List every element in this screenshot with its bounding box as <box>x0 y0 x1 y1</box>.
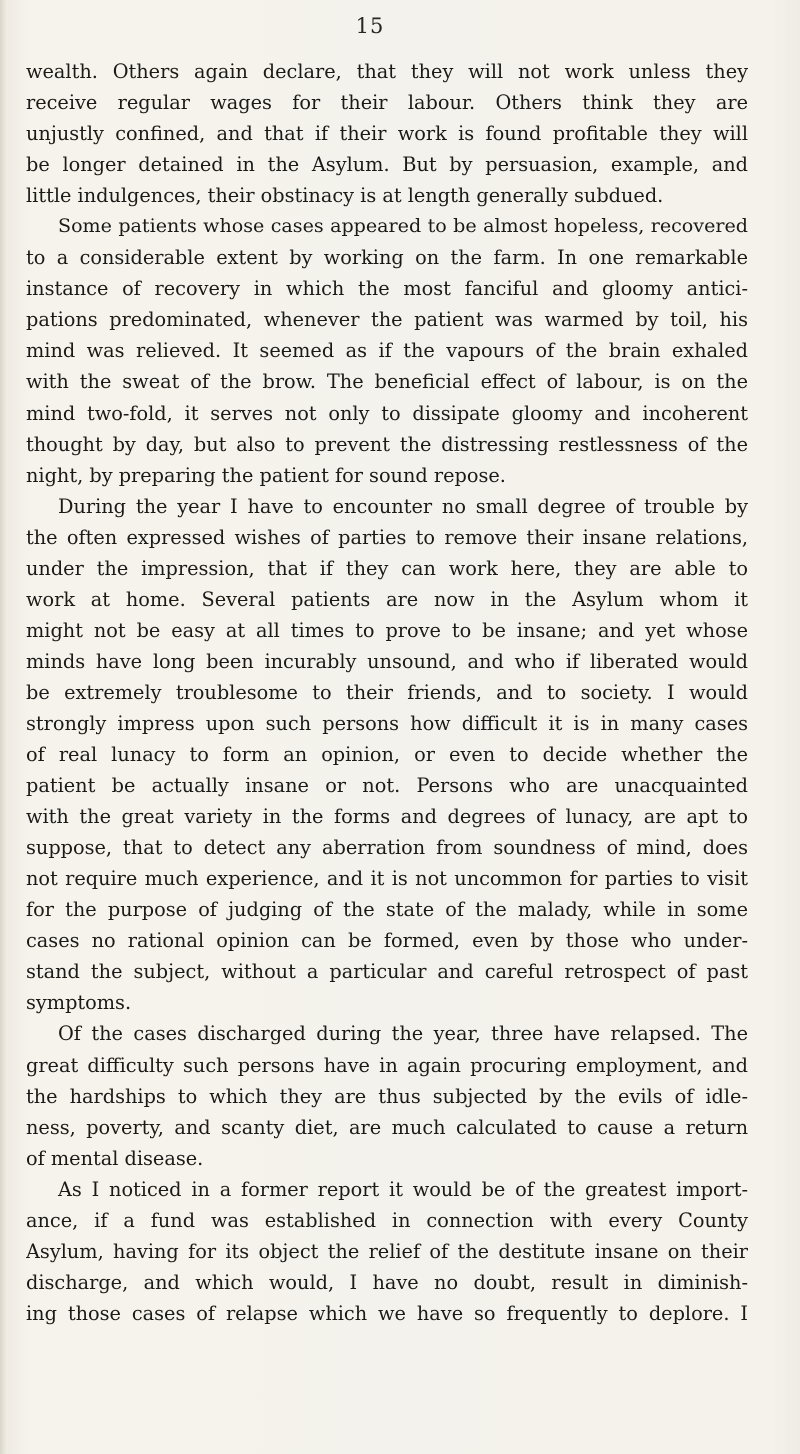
text-line: mind two-fold, it serves not only to dissipate gloomy and incoherent <box>26 401 748 425</box>
text-line: minds have long been incurably unsound, and who if liberated would <box>26 649 748 673</box>
text-line: cases no rational opinion can be formed, even by those who under- <box>26 929 748 953</box>
text-line: be longer detained in the Asylum. But by persuasion, example, and <box>26 153 748 177</box>
text-line: ing those cases of relapse which we have so frequently to deplore. I <box>26 1301 748 1325</box>
text-line: wealth. Others again declare, that they will not work unless they <box>26 60 748 83</box>
text-line: instance of recovery in which the most fanciful and gloomy antici- <box>26 277 748 301</box>
text-line: with the sweat of the brow. The beneficial effect of labour, is on the <box>26 370 748 394</box>
text-line: pations predominated, whenever the patient was warmed by toil, his <box>26 308 748 332</box>
text-line: for the purpose of judging of the state of the malady, while in some <box>26 898 748 922</box>
text-line: to a considerable extent by working on the farm. In one remarkable <box>26 246 748 270</box>
text-line: work at home. Several patients are now in the Asylum whom it <box>26 587 748 611</box>
text-line: of real lunacy to form an opinion, or even to decide whether the <box>26 743 748 767</box>
text-line: suppose, that to detect any aberration from soundness of mind, does <box>26 836 748 860</box>
text-line: little indulgences, their obstinacy is at length generally subdued. <box>26 184 664 208</box>
text-line: symptoms. <box>26 991 132 1015</box>
text-line: Some patients whose cases appeared to be almost hopeless, recovered <box>58 215 748 238</box>
text-line: Of the cases discharged during the year, three have relapsed. The <box>58 1022 748 1046</box>
text-line: strongly impress upon such persons how difficult it is in many cases <box>26 711 748 735</box>
text-line: unjustly confined, and that if their work is found profitable they will <box>26 122 748 146</box>
text-line: mind was relieved. It seemed as if the vapours of the brain exhaled <box>26 339 748 363</box>
text-line: be extremely troublesome to their friends, and to society. I would <box>26 680 748 704</box>
text-line: patient be actually insane or not. Persons who are unacquainted <box>26 774 748 798</box>
text-line: As I noticed in a former report it would be of the greatest import- <box>58 1177 748 1201</box>
text-line: under the impression, that if they can work here, they are able to <box>26 556 748 580</box>
page-binding-edge <box>0 0 6 1454</box>
page-number: 15 <box>355 14 385 38</box>
body-text <box>26 56 748 1329</box>
text-line: of mental disease. <box>26 1146 204 1170</box>
text-line: thought by day, but also to prevent the distressing restlessness of the <box>26 432 748 456</box>
text-line: not require much experience, and it is not uncommon for parties to visit <box>26 867 748 891</box>
text-line: During the year I have to encounter no small degree of trouble by <box>58 494 748 518</box>
text-line: the often expressed wishes of parties to remove their insane relations, <box>26 525 748 549</box>
text-line: receive regular wages for their labour. Others think they are <box>26 91 748 115</box>
text-line: ness, poverty, and scanty diet, are much calculated to cause a return <box>26 1115 748 1139</box>
text-line: ance, if a fund was established in connection with every County <box>26 1208 748 1232</box>
text-line: might not be easy at all times to prove to be insane; and yet whose <box>26 618 748 642</box>
text-line: Asylum, having for its object the relief of the destitute insane on their <box>26 1239 748 1263</box>
text-line: great difficulty such persons have in again procuring employment, and <box>26 1053 748 1077</box>
text-line: with the great variety in the forms and degrees of lunacy, are apt to <box>26 805 748 829</box>
text-line: night, by preparing the patient for sound repose. <box>26 463 506 487</box>
text-line: stand the subject, without a particular and careful retrospect of past <box>26 960 748 984</box>
text-line: the hardships to which they are thus subjected by the evils of idle- <box>26 1084 748 1108</box>
text-line: discharge, and which would, I have no doubt, result in diminish- <box>26 1270 748 1294</box>
